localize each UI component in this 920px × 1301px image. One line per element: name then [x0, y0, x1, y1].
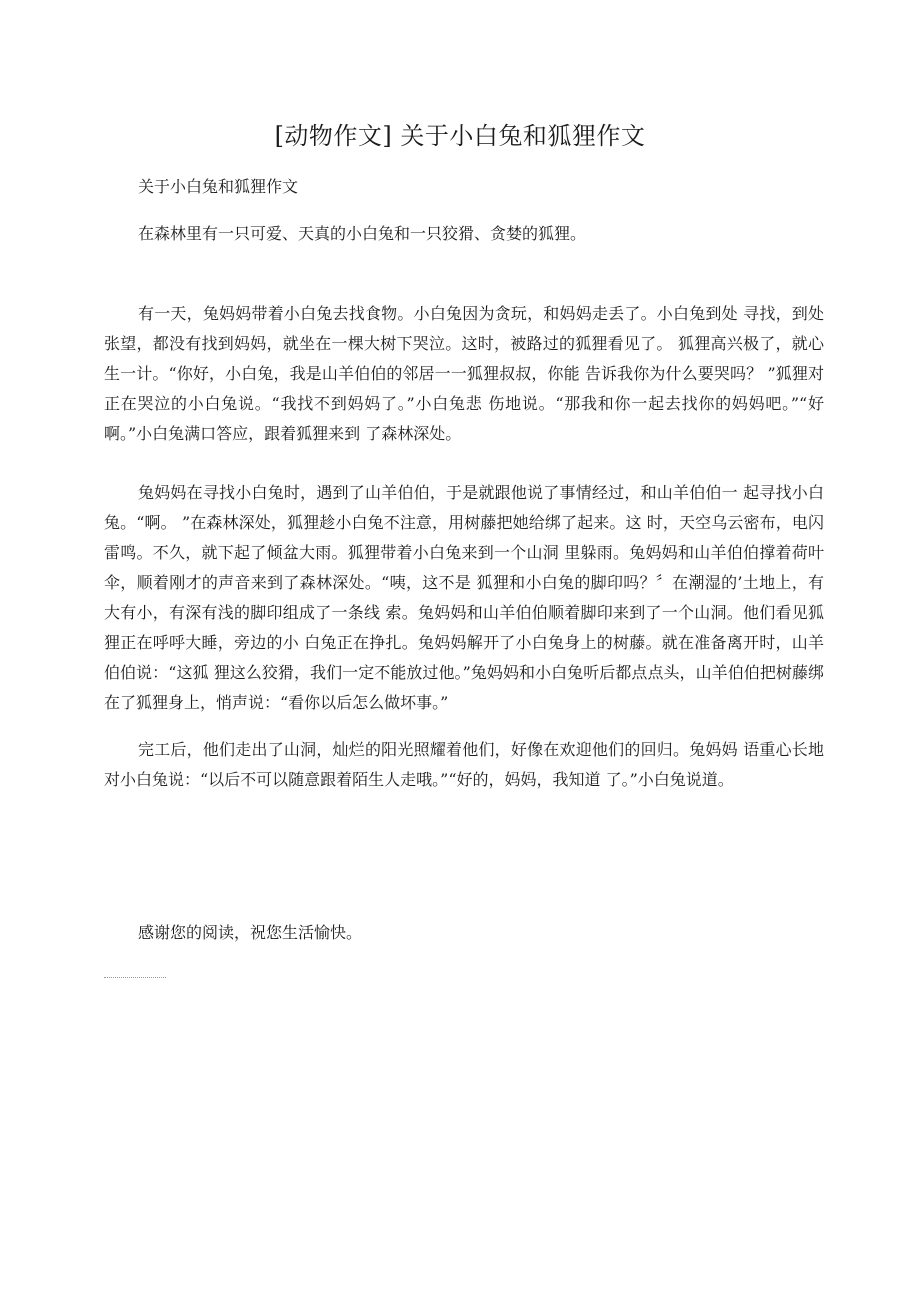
story-paragraph-2: 兔妈妈在寻找小白兔时，遇到了山羊伯伯，于是就跟他说了事情经过，和山羊伯伯一 起寻找小白兔。“啊。 ”在森林深处，狐狸趁小白兔不注意，用树藤把她给绑了起来。这 时，天空乌云密布，电闪雷鸣。不久，就下起了倾盆大雨。狐狸带着小白兔来到一个山洞 里躲雨。兔妈妈和山羊伯伯撑着荷叶伞，顺着刚才的声音来到了森林深处。“咦，这不是 狐狸和小白兔的脚印吗？〞在潮湿的’土地上，有大有小，有深有浅的脚印组成了一条线 索。兔妈妈和山羊伯伯顺着脚印来到了一个山洞。他们看见狐狸正在呼呼大睡，旁边的小 白兔正在挣扎。兔妈妈解开了小白兔身上的树藤。就在准备离开时，山羊伯伯说：“这狐 狸这么狡猾，我们一定不能放过他。”兔妈妈和小白兔听后都点点头，山羊伯伯把树藤绑 在了狐狸身上，悄声说：“看你以后怎么做坏事。”	[104, 483, 824, 712]
story-paragraph-1: 有一天，兔妈妈带着小白兔去找食物。小白兔因为贪玩，和妈妈走丢了。小白兔到处 寻找，到处张望，都没有找到妈妈，就坐在一棵大树下哭泣。这时，被路过的狐狸看见了。 狐狸高兴极了，就心生一计。“你好，小白兔，我是山羊伯伯的邻居一一狐狸叔叔，你能 告诉我你为什么要哭吗？ ”狐狸对正在哭泣的小白兔说。“我找不到妈妈了。”小白兔悲 伤地说。“那我和你一起去找你的妈妈吧。”“好啊。”小白兔满口答应，跟着狐狸来到 了森林深处。	[104, 304, 824, 443]
closing-line: 感谢您的阅读，祝您生活愉快。	[138, 923, 363, 942]
intro-paragraph: 在森林里有一只可爱、天真的小白兔和一只狡猾、贪婪的狐狸。	[138, 224, 587, 243]
document-title: [动物作文] 关于小白兔和狐狸作文	[274, 122, 646, 150]
story-paragraph-3: 完工后，他们走出了山洞，灿烂的阳光照耀着他们，好像在欢迎他们的回归。兔妈妈 语重心长地对小白兔说：“以后不可以随意跟着陌生人走哦。”“好的，妈妈，我知道 了。”小白兔说道。	[104, 740, 824, 789]
document-subtitle: 关于小白兔和狐狸作文	[138, 177, 299, 196]
footer-divider	[104, 977, 166, 978]
